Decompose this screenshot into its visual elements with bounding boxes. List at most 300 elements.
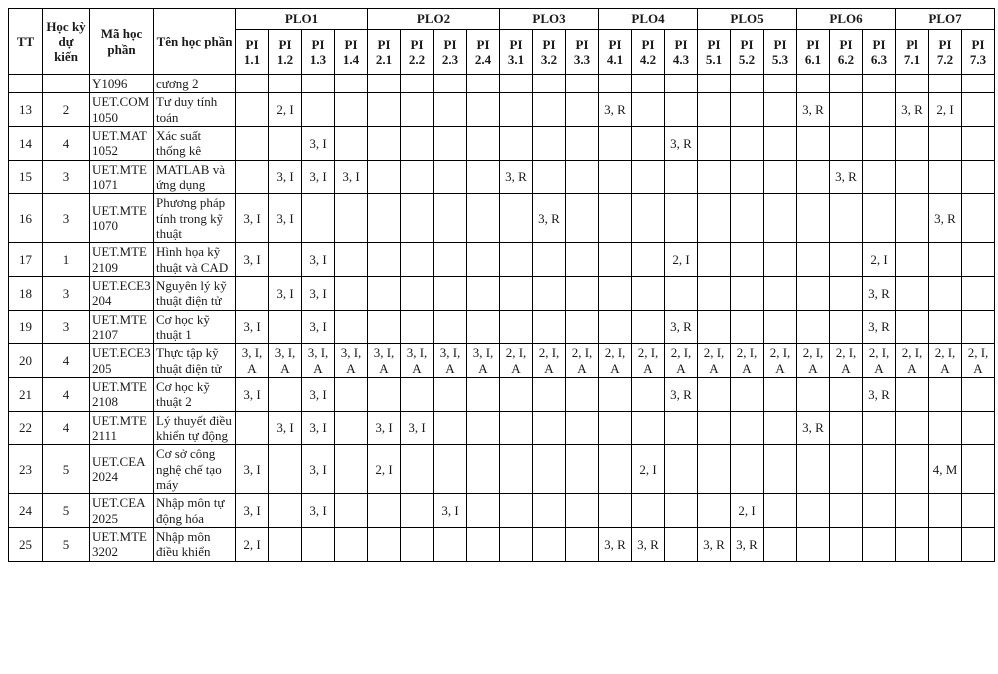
table-row — [9, 527, 995, 561]
cell-course-code: UET.CEA2024 — [90, 445, 154, 494]
cell-pi-2.1 — [368, 75, 401, 93]
cell-tt: 23 — [9, 445, 43, 494]
cell-pi-5.1: 3, R — [698, 527, 731, 561]
col-header-name-label: Tên học phần — [156, 33, 233, 49]
cell-pi-4.1 — [599, 75, 632, 93]
cell-pl-7.1 — [896, 160, 929, 194]
cell-pi-1.4: 3, I — [335, 160, 368, 194]
cell-pi-4.1 — [599, 194, 632, 243]
cell-tt: 22 — [9, 411, 43, 445]
cell-pi-7.3 — [962, 527, 995, 561]
cell-pi-2.3 — [434, 445, 467, 494]
cell-pi-4.3: 3, R — [665, 126, 698, 160]
cell-pi-5.1 — [698, 243, 731, 277]
cell-pi-2.1 — [368, 126, 401, 160]
cell-pi-6.3: 3, R — [863, 276, 896, 310]
cell-pi-3.1: 2, I, A — [500, 344, 533, 378]
cell-course-name: MATLAB và ứng dụng — [154, 160, 236, 194]
cell-pi-4.3 — [665, 160, 698, 194]
cell-pi-4.2: 3, R — [632, 527, 665, 561]
pi-header-pi-7.3: PI 7.3 — [962, 30, 995, 75]
plo-group-header-6 — [797, 9, 896, 30]
pi-header-pi-1.4: PI 1.4 — [335, 30, 368, 75]
cell-pi-1.4 — [335, 243, 368, 277]
plo-group-label: PLO6 — [829, 11, 863, 27]
cell-pi-5.1 — [698, 377, 731, 411]
cell-pi-2.2 — [401, 494, 434, 528]
cell-pi-1.2: 3, I, A — [269, 344, 302, 378]
cell-pi-2.4 — [467, 194, 500, 243]
cell-pi-7.2 — [929, 494, 962, 528]
cell-pi-1.1: 3, I — [236, 494, 269, 528]
cell-pi-7.2 — [929, 377, 962, 411]
cell-pi-6.1 — [797, 310, 830, 344]
cell-pi-3.2 — [533, 527, 566, 561]
cell-pi-1.1: 3, I — [236, 194, 269, 243]
cell-pi-4.1: 3, R — [599, 93, 632, 127]
cell-course-name: Thực tập kỹ thuật điện tử — [154, 344, 236, 378]
cell-pi-6.2: 2, I, A — [830, 344, 863, 378]
cell-pi-2.4 — [467, 75, 500, 93]
cell-pi-2.4 — [467, 310, 500, 344]
cell-pi-3.3 — [566, 243, 599, 277]
cell-pl-7.1 — [896, 243, 929, 277]
cell-pi-3.3 — [566, 411, 599, 445]
table-row — [9, 445, 995, 494]
cell-pi-4.2 — [632, 276, 665, 310]
pi-header-pi-3.1: PI 3.1 — [500, 30, 533, 75]
cell-pi-1.1 — [236, 75, 269, 93]
cell-pi-4.3 — [665, 276, 698, 310]
cell-pi-2.4 — [467, 276, 500, 310]
cell-pi-2.1: 3, I, A — [368, 344, 401, 378]
cell-pi-5.1 — [698, 194, 731, 243]
cell-semester: 4 — [43, 344, 90, 378]
cell-tt: 18 — [9, 276, 43, 310]
cell-pi-4.2 — [632, 194, 665, 243]
cell-pi-6.1 — [797, 160, 830, 194]
cell-pi-1.1 — [236, 160, 269, 194]
cell-pi-1.1: 3, I — [236, 445, 269, 494]
cell-pi-3.1 — [500, 411, 533, 445]
cell-pi-6.2 — [830, 75, 863, 93]
cell-tt: 21 — [9, 377, 43, 411]
cell-pi-1.3 — [302, 527, 335, 561]
cell-pi-4.3 — [665, 75, 698, 93]
table-header — [9, 9, 995, 75]
cell-pi-1.3: 3, I — [302, 310, 335, 344]
cell-tt: 19 — [9, 310, 43, 344]
cell-pi-2.4 — [467, 377, 500, 411]
cell-pi-6.2 — [830, 377, 863, 411]
cell-pi-6.1 — [797, 126, 830, 160]
cell-pi-2.1 — [368, 310, 401, 344]
plo-group-label: PLO2 — [416, 11, 451, 27]
cell-pi-2.4 — [467, 411, 500, 445]
cell-course-name: Phương pháp tính trong kỹ thuật — [154, 194, 236, 243]
cell-pi-1.2: 3, I — [269, 411, 302, 445]
cell-pi-1.3: 3, I, A — [302, 344, 335, 378]
cell-pl-7.1 — [896, 276, 929, 310]
cell-pi-6.3: 3, R — [863, 377, 896, 411]
cell-pi-3.1: 3, R — [500, 160, 533, 194]
plo-group-header-7 — [896, 9, 995, 30]
cell-pi-7.2 — [929, 276, 962, 310]
cell-pi-2.1 — [368, 160, 401, 194]
table-body — [9, 75, 995, 562]
cell-pi-6.2 — [830, 527, 863, 561]
cell-pi-2.1: 2, I — [368, 445, 401, 494]
cell-pi-7.3 — [962, 310, 995, 344]
cell-pi-3.3 — [566, 445, 599, 494]
cell-pi-4.3: 2, I — [665, 243, 698, 277]
cell-course-code: UET.MTE2111 — [90, 411, 154, 445]
cell-pi-5.1 — [698, 276, 731, 310]
cell-pi-1.3: 3, I — [302, 377, 335, 411]
pi-header-pi-1.1: PI 1.1 — [236, 30, 269, 75]
cell-course-name: Xác suất thống kê — [154, 126, 236, 160]
cell-pi-7.3 — [962, 411, 995, 445]
cell-pi-2.2 — [401, 194, 434, 243]
cell-pi-5.3 — [764, 527, 797, 561]
cell-pi-4.3 — [665, 194, 698, 243]
cell-pi-7.2 — [929, 243, 962, 277]
cell-pi-2.1: 3, I — [368, 411, 401, 445]
cell-pi-1.2: 3, I — [269, 194, 302, 243]
cell-pi-5.3 — [764, 126, 797, 160]
cell-pi-3.2 — [533, 75, 566, 93]
cell-pi-5.3 — [764, 160, 797, 194]
cell-pi-1.4 — [335, 310, 368, 344]
cell-pi-2.2: 3, I, A — [401, 344, 434, 378]
cell-pi-2.2 — [401, 527, 434, 561]
cell-pi-5.2: 3, R — [731, 527, 764, 561]
header-row-groups — [9, 9, 995, 30]
cell-pi-6.1 — [797, 527, 830, 561]
cell-pi-4.2 — [632, 494, 665, 528]
cell-pi-4.2 — [632, 126, 665, 160]
cell-pi-5.1: 2, I, A — [698, 344, 731, 378]
cell-pi-5.2 — [731, 93, 764, 127]
cell-pi-2.3 — [434, 93, 467, 127]
cell-pi-6.2 — [830, 445, 863, 494]
cell-pi-2.4 — [467, 160, 500, 194]
cell-semester: 2 — [43, 93, 90, 127]
cell-pi-5.2 — [731, 126, 764, 160]
cell-pi-2.3: 3, I — [434, 494, 467, 528]
cell-pi-6.3 — [863, 160, 896, 194]
cell-pi-5.2 — [731, 75, 764, 93]
cell-pi-5.2 — [731, 377, 764, 411]
cell-pi-1.2 — [269, 126, 302, 160]
cell-pi-2.3 — [434, 194, 467, 243]
cell-pi-2.2 — [401, 93, 434, 127]
cell-course-name: Cơ học kỹ thuật 1 — [154, 310, 236, 344]
cell-pi-6.2 — [830, 194, 863, 243]
table-row — [9, 310, 995, 344]
cell-pi-2.2 — [401, 75, 434, 93]
cell-pl-7.1: 3, R — [896, 93, 929, 127]
cell-pi-7.2: 4, M — [929, 445, 962, 494]
cell-pi-5.3 — [764, 310, 797, 344]
cell-pi-5.3 — [764, 75, 797, 93]
cell-course-name: cương 2 — [154, 75, 236, 93]
cell-pi-6.2: 3, R — [830, 160, 863, 194]
cell-tt: 24 — [9, 494, 43, 528]
cell-semester: 3 — [43, 310, 90, 344]
cell-pi-5.1 — [698, 75, 731, 93]
cell-pi-3.1 — [500, 75, 533, 93]
cell-pi-4.1 — [599, 276, 632, 310]
plo-group-label: PLO1 — [284, 11, 319, 27]
cell-pi-3.3 — [566, 160, 599, 194]
cell-pi-1.3 — [302, 93, 335, 127]
cell-pi-7.2 — [929, 310, 962, 344]
pi-header-pi-2.3: PI 2.3 — [434, 30, 467, 75]
cell-pi-1.2 — [269, 310, 302, 344]
cell-pl-7.1 — [896, 411, 929, 445]
cell-pi-5.1 — [698, 160, 731, 194]
cell-tt: 20 — [9, 344, 43, 378]
cell-pi-1.4: 3, I, A — [335, 344, 368, 378]
cell-pi-6.3 — [863, 411, 896, 445]
cell-pi-3.2 — [533, 93, 566, 127]
cell-pi-6.1: 3, R — [797, 93, 830, 127]
cell-pi-4.3 — [665, 411, 698, 445]
cell-pi-6.1 — [797, 243, 830, 277]
pi-header-pi-1.2: PI 1.2 — [269, 30, 302, 75]
cell-pi-5.2: 2, I, A — [731, 344, 764, 378]
cell-pl-7.1 — [896, 126, 929, 160]
cell-pi-5.3 — [764, 494, 797, 528]
cell-pi-1.1 — [236, 411, 269, 445]
cell-pi-6.1 — [797, 445, 830, 494]
cell-pi-2.3 — [434, 75, 467, 93]
cell-course-name: Nhập môn điều khiển — [154, 527, 236, 561]
cell-semester: 5 — [43, 527, 90, 561]
cell-pi-1.4 — [335, 377, 368, 411]
table-row — [9, 494, 995, 528]
table-row — [9, 344, 995, 378]
cell-pi-3.2 — [533, 494, 566, 528]
cell-pi-3.2 — [533, 377, 566, 411]
plo-group-label: PLO7 — [928, 11, 962, 27]
cell-pi-2.1 — [368, 243, 401, 277]
cell-pi-4.2: 2, I, A — [632, 344, 665, 378]
cell-semester: 3 — [43, 276, 90, 310]
cell-pi-7.3 — [962, 276, 995, 310]
cell-course-code: UET.CEA2025 — [90, 494, 154, 528]
cell-pi-7.3 — [962, 93, 995, 127]
cell-course-code: UET.ECE3205 — [90, 344, 154, 378]
cell-course-code: UET.MTE2109 — [90, 243, 154, 277]
col-header-code — [90, 9, 154, 75]
cell-pl-7.1 — [896, 494, 929, 528]
col-header-tt — [9, 9, 43, 75]
cell-pi-1.3: 3, I — [302, 494, 335, 528]
cell-pl-7.1 — [896, 75, 929, 93]
cell-pi-7.3 — [962, 377, 995, 411]
cell-pi-4.3 — [665, 445, 698, 494]
cell-pi-2.4 — [467, 243, 500, 277]
cell-pi-3.1 — [500, 194, 533, 243]
cell-tt: 13 — [9, 93, 43, 127]
cell-pi-6.3: 2, I, A — [863, 344, 896, 378]
cell-pi-5.3: 2, I, A — [764, 344, 797, 378]
plo-group-header-4 — [599, 9, 698, 30]
cell-pi-1.1: 3, I — [236, 243, 269, 277]
cell-pi-7.3 — [962, 75, 995, 93]
cell-semester: 3 — [43, 160, 90, 194]
cell-pi-4.2 — [632, 411, 665, 445]
cell-pi-3.2: 2, I, A — [533, 344, 566, 378]
table-row — [9, 75, 995, 93]
cell-semester: 5 — [43, 494, 90, 528]
pi-header-pi-5.3: PI 5.3 — [764, 30, 797, 75]
pi-header-pi-6.3: PI 6.3 — [863, 30, 896, 75]
cell-pi-5.3 — [764, 194, 797, 243]
cell-semester — [43, 75, 90, 93]
cell-tt: 17 — [9, 243, 43, 277]
cell-pi-3.1 — [500, 527, 533, 561]
cell-pi-1.2: 2, I — [269, 93, 302, 127]
cell-tt: 15 — [9, 160, 43, 194]
cell-pi-7.2 — [929, 527, 962, 561]
cell-semester: 4 — [43, 377, 90, 411]
cell-pi-4.2 — [632, 93, 665, 127]
cell-pi-2.2 — [401, 377, 434, 411]
cell-course-name: Cơ sở công nghệ chế tạo máy — [154, 445, 236, 494]
cell-pi-4.1 — [599, 411, 632, 445]
plo-group-header-1 — [236, 9, 368, 30]
cell-course-code: UET.MTE1070 — [90, 194, 154, 243]
cell-pi-4.3: 2, I, A — [665, 344, 698, 378]
cell-pi-5.3 — [764, 243, 797, 277]
cell-pi-4.3 — [665, 93, 698, 127]
cell-pi-2.1 — [368, 377, 401, 411]
cell-pi-3.2 — [533, 126, 566, 160]
plo-group-header-3 — [500, 9, 599, 30]
cell-pi-6.3 — [863, 194, 896, 243]
col-header-code-label: Mã học phần — [100, 26, 143, 57]
cell-pi-2.4 — [467, 93, 500, 127]
cell-pi-7.3 — [962, 126, 995, 160]
pi-header-pi-7.2: PI 7.2 — [929, 30, 962, 75]
col-header-name — [154, 9, 236, 75]
cell-course-code: Y1096 — [90, 75, 154, 93]
cell-pi-4.1 — [599, 160, 632, 194]
cell-pi-2.3 — [434, 411, 467, 445]
cell-pi-3.2 — [533, 276, 566, 310]
cell-pi-5.2 — [731, 445, 764, 494]
cell-pi-3.2: 3, R — [533, 194, 566, 243]
cell-pi-7.2: 2, I, A — [929, 344, 962, 378]
cell-pi-4.1 — [599, 126, 632, 160]
cell-pi-3.3 — [566, 377, 599, 411]
cell-pi-3.3 — [566, 194, 599, 243]
table-row — [9, 377, 995, 411]
cell-pi-6.2 — [830, 310, 863, 344]
cell-pi-5.1 — [698, 445, 731, 494]
cell-pi-3.1 — [500, 494, 533, 528]
cell-pi-6.2 — [830, 494, 863, 528]
pi-header-pi-3.3: PI 3.3 — [566, 30, 599, 75]
cell-course-code: UET.ECE3204 — [90, 276, 154, 310]
cell-pi-1.2 — [269, 377, 302, 411]
table-row — [9, 93, 995, 127]
cell-pi-4.3 — [665, 527, 698, 561]
cell-pi-2.1 — [368, 527, 401, 561]
cell-pi-4.2 — [632, 243, 665, 277]
cell-pi-5.3 — [764, 445, 797, 494]
pi-header-pi-5.1: PI 5.1 — [698, 30, 731, 75]
cell-course-name: Lý thuyết điều khiển tự động — [154, 411, 236, 445]
cell-pi-7.3 — [962, 160, 995, 194]
cell-pi-2.3: 3, I, A — [434, 344, 467, 378]
pi-header-pl-7.1: Pl 7.1 — [896, 30, 929, 75]
pi-header-pi-5.2: PI 5.2 — [731, 30, 764, 75]
cell-pi-3.1 — [500, 445, 533, 494]
cell-pi-6.2 — [830, 276, 863, 310]
pi-header-pi-2.4: PI 2.4 — [467, 30, 500, 75]
cell-pi-1.4 — [335, 75, 368, 93]
cell-pi-6.3 — [863, 445, 896, 494]
table-row — [9, 276, 995, 310]
cell-pi-3.2 — [533, 445, 566, 494]
cell-pi-2.3 — [434, 527, 467, 561]
cell-pi-3.2 — [533, 160, 566, 194]
cell-pi-6.3 — [863, 93, 896, 127]
cell-tt: 25 — [9, 527, 43, 561]
cell-pi-1.3 — [302, 75, 335, 93]
cell-pi-3.3: 2, I, A — [566, 344, 599, 378]
cell-pl-7.1 — [896, 377, 929, 411]
col-header-semester-label: Học kỳ dự kiến — [46, 18, 86, 65]
cell-pi-3.2 — [533, 243, 566, 277]
curriculum-plo-matrix-table — [8, 8, 995, 562]
cell-pi-4.3: 3, R — [665, 310, 698, 344]
cell-pi-6.1 — [797, 494, 830, 528]
pi-header-pi-2.1: PI 2.1 — [368, 30, 401, 75]
cell-pi-5.1 — [698, 310, 731, 344]
cell-pi-1.4 — [335, 494, 368, 528]
table-row — [9, 411, 995, 445]
cell-pl-7.1 — [896, 445, 929, 494]
cell-pi-1.2 — [269, 243, 302, 277]
table-row — [9, 126, 995, 160]
cell-pi-7.2: 2, I — [929, 93, 962, 127]
cell-pi-3.3 — [566, 93, 599, 127]
cell-pi-3.1 — [500, 243, 533, 277]
cell-pi-4.2 — [632, 160, 665, 194]
cell-pi-5.1 — [698, 93, 731, 127]
cell-pi-3.1 — [500, 126, 533, 160]
cell-pi-2.2 — [401, 126, 434, 160]
cell-pi-2.2 — [401, 243, 434, 277]
cell-pi-2.2 — [401, 160, 434, 194]
cell-pi-6.1: 2, I, A — [797, 344, 830, 378]
cell-pi-2.4 — [467, 494, 500, 528]
cell-pi-2.3 — [434, 310, 467, 344]
cell-course-code: UET.MAT1052 — [90, 126, 154, 160]
cell-pi-7.3: 2, I, A — [962, 344, 995, 378]
cell-pi-1.1: 3, I — [236, 310, 269, 344]
pi-header-pi-1.3: PI 1.3 — [302, 30, 335, 75]
pi-header-pi-6.1: PI 6.1 — [797, 30, 830, 75]
cell-pi-1.2 — [269, 75, 302, 93]
cell-pi-5.1 — [698, 126, 731, 160]
cell-tt — [9, 75, 43, 93]
